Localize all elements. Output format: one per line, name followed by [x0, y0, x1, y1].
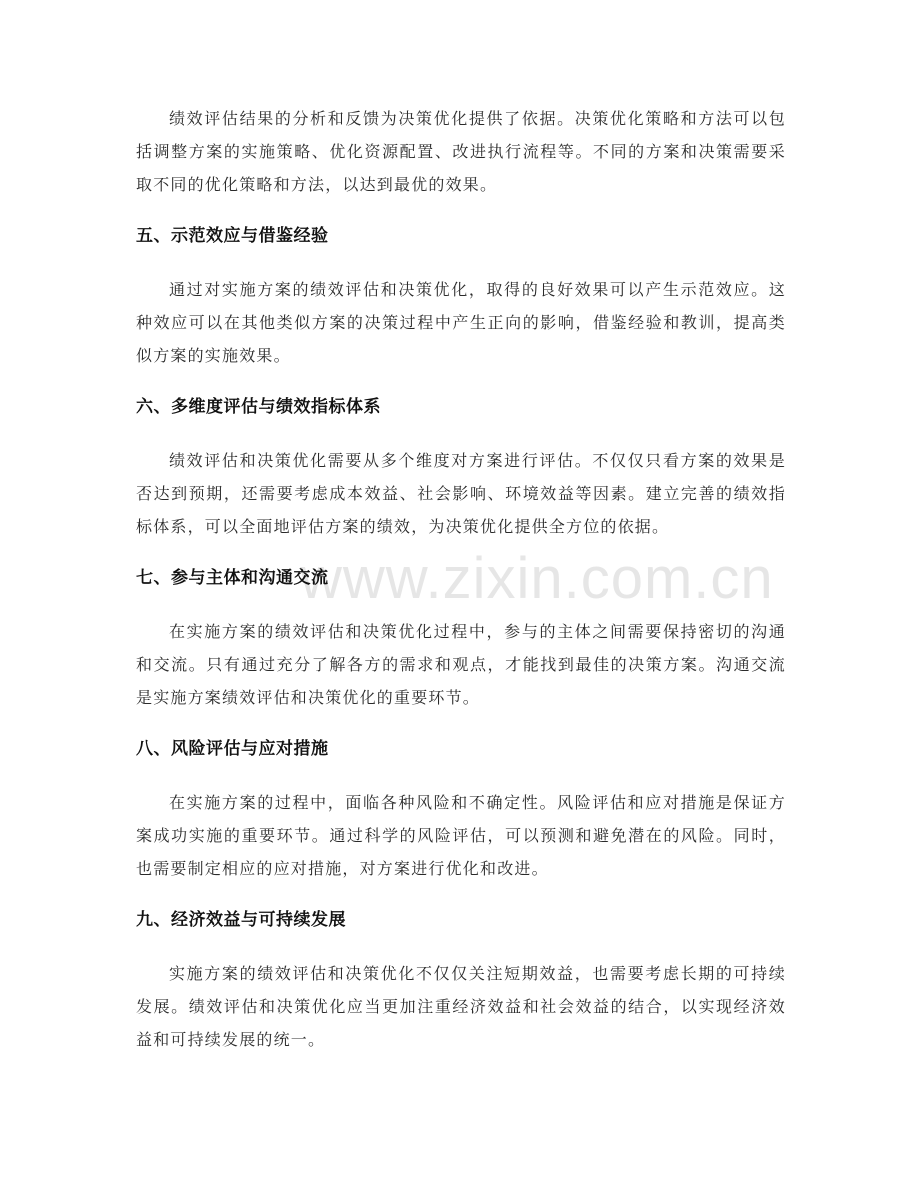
spacer [136, 885, 786, 904]
section-8-heading: 八、风险评估与应对措施 [136, 739, 329, 759]
spacer [136, 714, 786, 733]
section-7-paragraph: 在实施方案的绩效评估和决策优化过程中，参与的主体之间需要保持密切的沟通和交流。只有通过充分了解各方的需求和观点，才能找到最佳的决策方案。沟通交流是实施方案绩效评估和决策优化的重要环节。 [136, 622, 786, 707]
spacer [136, 372, 786, 391]
intro-paragraph: 绩效评估结果的分析和反馈为决策优化提供了依据。决策优化策略和方法可以包括调整方案的实施策略、优化资源配置、改进执行流程等。不同的方案和决策需要采取不同的优化策略和方法，以达到最优的效果。 [136, 109, 786, 194]
document-body [136, 102, 786, 1056]
spacer [136, 253, 786, 273]
section-6-heading: 六、多维度评估与绩效指标体系 [136, 397, 381, 417]
spacer [136, 937, 786, 957]
section-5-paragraph: 通过对实施方案的绩效评估和决策优化，取得的良好效果可以产生示范效应。这种效应可以在其他类似方案的决策过程中产生正向的影响，借鉴经验和教训，提高类似方案的实施效果。 [136, 280, 786, 365]
spacer [136, 201, 786, 220]
section-8-paragraph: 在实施方案的过程中，面临各种风险和不确定性。风险评估和应对措施是保证方案成功实施的重要环节。通过科学的风险评估，可以预测和避免潜在的风险。同时，也需要制定相应的应对措施，对方案进行优化和改进。 [136, 793, 786, 878]
spacer [136, 595, 786, 615]
spacer [136, 543, 786, 562]
spacer [136, 424, 786, 444]
spacer [136, 766, 786, 786]
section-9-paragraph: 实施方案的绩效评估和决策优化不仅仅关注短期效益，也需要考虑长期的可持续发展。绩效评估和决策优化应当更加注重经济效益和社会效益的结合，以实现经济效益和可持续发展的统一。 [136, 964, 786, 1049]
watermark-text: www.zixin.com.cn [300, 546, 774, 611]
section-9-heading: 九、经济效益与可持续发展 [136, 910, 346, 930]
section-5-heading: 五、示范效应与借鉴经验 [136, 226, 329, 246]
section-6-paragraph: 绩效评估和决策优化需要从多个维度对方案进行评估。不仅仅只看方案的效果是否达到预期，还需要考虑成本效益、社会影响、环境效益等因素。建立完善的绩效指标体系，可以全面地评估方案的绩效，为决策优化提供全方位的依据。 [136, 451, 786, 536]
section-7-heading: 七、参与主体和沟通交流 [136, 568, 329, 588]
